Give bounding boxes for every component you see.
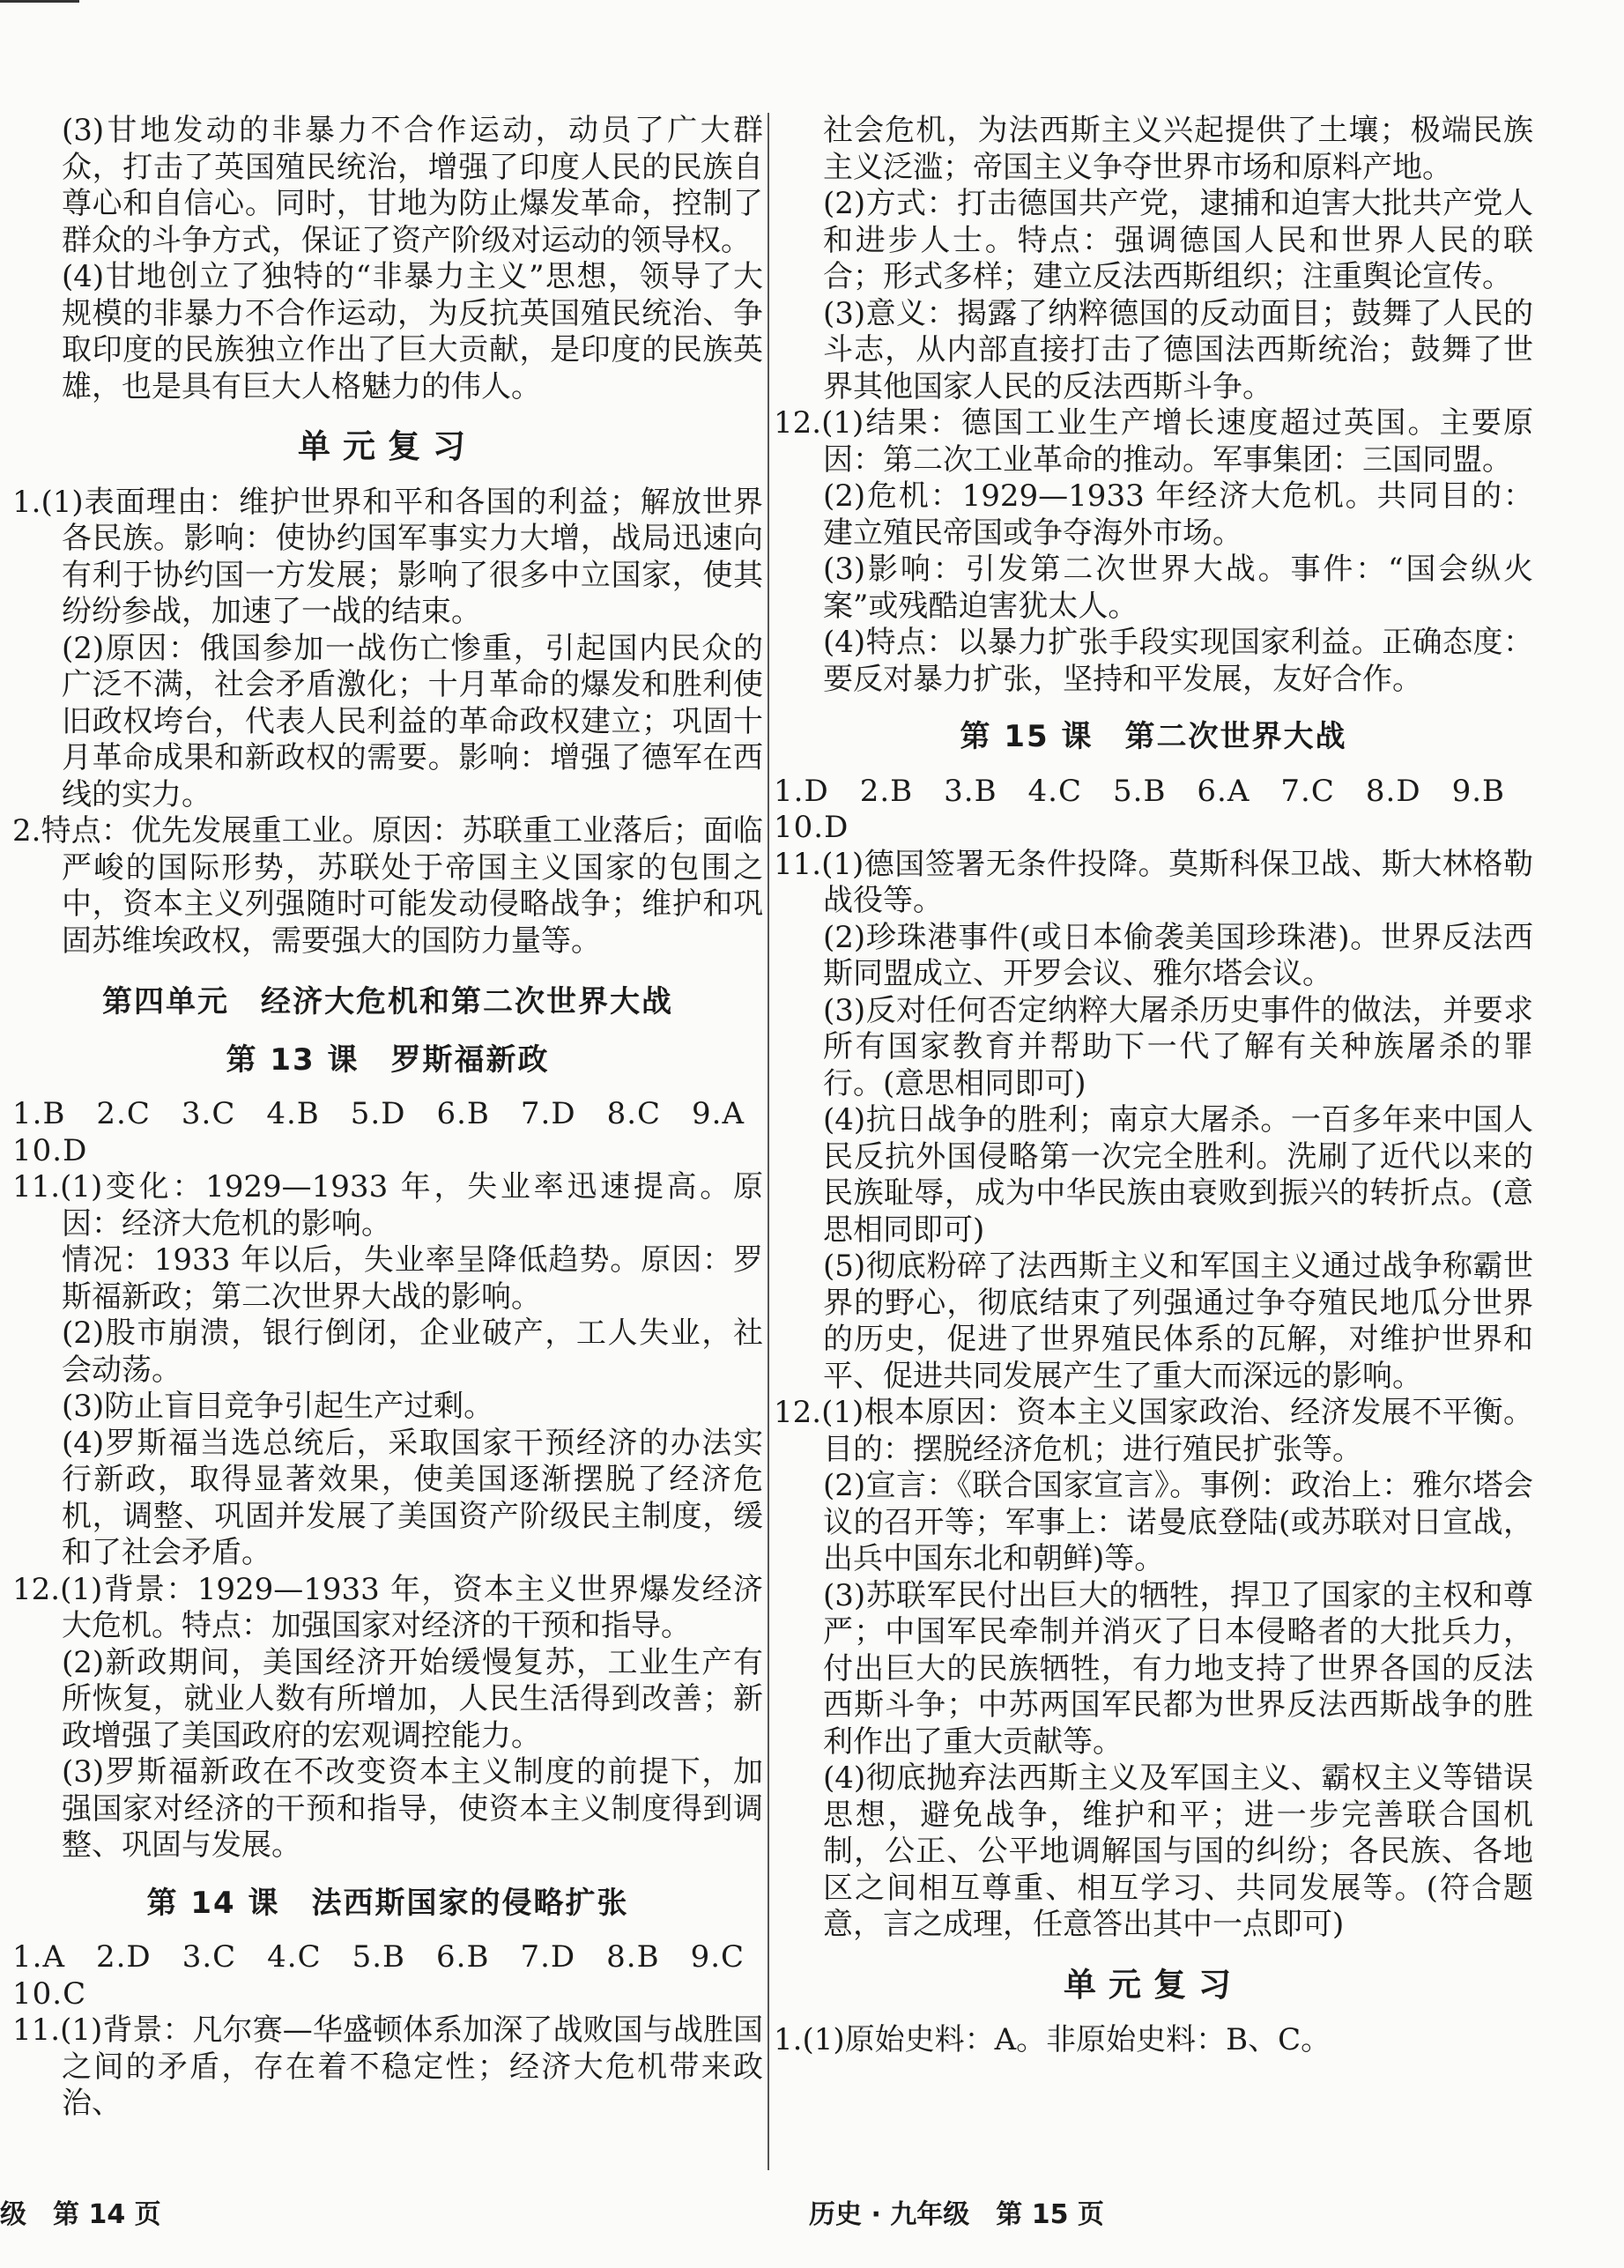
answer-paragraph: 12.(1)背景：1929—1933 年，资本主义世界爆发经济大危机。特点：加强国家对经济的干预和指导。 xyxy=(12,1571,763,1643)
lesson-14-heading: 第 14 课 法西斯国家的侵略扩张 xyxy=(146,1885,629,1921)
unit-four-heading: 第四单元 经济大危机和第二次世界大战 xyxy=(102,984,673,1019)
answer-paragraph: (4)抗日战争的胜利；南京大屠杀。一百多年来中国人民反抗外国侵略第一次完全胜利。洗刷了近代以来的民族耻辱，成为中华民族由衰败到振兴的转折点。(意思相同即可) xyxy=(823,1102,1533,1248)
answer-paragraph: 12.(1)根本原因：资本主义国家政治、经济发展不平衡。目的：摆脱经济危机；进行殖民扩张等。 xyxy=(774,1395,1533,1467)
top-rule xyxy=(0,0,79,3)
answer-paragraph: (3)意义：揭露了纳粹德国的反动面目；鼓舞了人民的斗志，从内部直接打击了德国法西斯统治；鼓舞了世界其他国家人民的反法西斯斗争。 xyxy=(823,295,1533,404)
choice-answers: 1.B 2.C 3.C 4.B 5.D 6.B 7.D 8.C 9.A xyxy=(12,1096,745,1131)
answer-paragraph: (4)彻底抛弃法西斯主义及军国主义、霸权主义等错误思想，避免战争，维护和平；进一步完善联合国机制，公正、公平地调解国与国的纠纷；各民族、各地区之间相互尊重、相互学习、共同发展等。(符合题意，言之成理，任意答出其中一点即可) xyxy=(823,1760,1533,1942)
answer-paragraph: 1.(1)表面理由：维护世界和平和各国的利益；解放世界各民族。影响：使协约国军事实力大增，战局迅速向有利于协约国一方发展；影响了很多中立国家，使其纷纷参战，加速了一战的结束。 xyxy=(12,484,763,629)
choice-answers: 1.A 2.D 3.C 4.C 5.B 6.B 7.D 8.B 9.C xyxy=(12,1939,745,1975)
answer-paragraph: (2)股市崩溃，银行倒闭，企业破产，工人失业，社会动荡。 xyxy=(62,1316,763,1388)
answer-paragraph: (3)影响：引发第二次世界大战。事件：“国会纵火案”或残酷迫害犹太人。 xyxy=(823,552,1533,624)
column-divider xyxy=(768,113,769,2170)
answer-paragraph: (2)原因：俄国参加一战伤亡惨重，引起国内民众的广泛不满，社会矛盾激化；十月革命的爆发和胜利使旧政权垮台，代表人民利益的革命政权建立；巩固十月革命成果和新政权的需要。影响：增强了德军在西线的实力。 xyxy=(62,630,763,812)
answer-paragraph: (3)反对任何否定纳粹大屠杀历史事件的做法，并要求所有国家教育并帮助下一代了解有关种族屠杀的罪行。(意思相同即可) xyxy=(823,992,1533,1101)
answer-paragraph: (3)罗斯福新政在不改变资本主义制度的前提下，加强国家对经济的干预和指导，使资本主义制度得到调整、巩固与发展。 xyxy=(62,1754,763,1863)
answer-paragraph: (2)宣言：《联合国家宣言》。事例：政治上：雅尔塔会议的召开等；军事上：诺曼底登陆(或苏联对日宣战，出兵中国东北和朝鲜)等。 xyxy=(823,1468,1533,1576)
choice-answers: 10.D xyxy=(12,1132,88,1168)
page-footer-right: 历史 · 九年级 第 15 页 xyxy=(809,2199,1104,2230)
answer-paragraph: 11.(1)德国签署无条件投降。莫斯科保卫战、斯大林格勒战役等。 xyxy=(774,846,1533,918)
answer-paragraph: 11.(1)变化：1929—1933 年，失业率迅速提高。原因：经济大危机的影响。 xyxy=(12,1169,763,1241)
answer-paragraph: (3)防止盲目竞争引起生产过剩。 xyxy=(62,1389,494,1424)
answer-paragraph: 12.(1)结果：德国工业生产增长速度超过英国。主要原因：第二次工业革命的推动。军事集团：三国同盟。 xyxy=(774,405,1533,478)
answer-paragraph: 社会危机，为法西斯主义兴起提供了土壤；极端民族主义泛滥；帝国主义争夺世界市场和原料产地。 xyxy=(823,113,1533,185)
answer-paragraph: 1.(1)原始史料：A。非原始史料：B、C。 xyxy=(774,2022,1331,2057)
answer-paragraph: (5)彻底粉碎了法西斯主义和军国主义通过战争称霸世界的野心，彻底结束了列强通过争夺殖民地瓜分世界的历史，促进了世界殖民体系的瓦解，对维护世界和平、促进共同发展产生了重大而深远的影响。 xyxy=(823,1249,1533,1394)
answer-paragraph: (2)方式：打击德国共产党，逮捕和迫害大批共产党人和进步人士。特点：强调德国人民和世界人民的联合；形式多样；建立反法西斯组织；注重舆论宣传。 xyxy=(823,186,1533,294)
choice-answers: 1.D 2.B 3.B 4.C 5.B 6.A 7.C 8.D 9.B xyxy=(774,773,1505,809)
left-column xyxy=(12,113,763,2123)
choice-answers: 10.D xyxy=(774,810,849,845)
answer-paragraph: (4)罗斯福当选总统后，采取国家干预经济的办法实行新政，取得显著效果，使美国逐渐摆脱了经济危机，调整、巩固并发展了美国资产阶级民主制度，缓和了社会矛盾。 xyxy=(62,1425,763,1570)
answer-paragraph: (3)苏联军民付出巨大的牺牲，捍卫了国家的主权和尊严；中国军民牵制并消灭了日本侵略者的大批兵力，付出巨大的民族牺牲，有力地支持了世界各国的反法西斯斗争；中苏两国军民都为世界反法西斯战争的胜利作出了重大贡献等。 xyxy=(823,1577,1533,1760)
lesson-15-heading: 第 15 课 第二次世界大战 xyxy=(960,719,1347,754)
answer-paragraph: (2)危机：1929—1933 年经济大危机。共同目的：建立殖民帝国或争夺海外市场。 xyxy=(823,478,1533,551)
lesson-13-heading: 第 13 课 罗斯福新政 xyxy=(226,1041,550,1078)
answer-paragraph: (2)新政期间，美国经济开始缓慢复苏，工业生产有所恢复，就业人数有所增加，人民生活得到改善；新政增强了美国政府的宏观调控能力。 xyxy=(62,1644,763,1753)
unit-review-heading: 单元复习 xyxy=(1064,1965,1243,2004)
answer-paragraph: (4)特点：以暴力扩张手段实现国家利益。正确态度：要反对暴力扩张，坚持和平发展，友好合作。 xyxy=(823,625,1533,697)
answer-paragraph: 情况：1933 年以后，失业率呈降低趋势。原因：罗斯福新政；第二次世界大战的影响。 xyxy=(62,1242,763,1315)
right-column xyxy=(774,113,1533,2059)
answer-paragraph: 11.(1)背景：凡尔赛—华盛顿体系加深了战败国与战胜国之间的矛盾，存在着不稳定性；经济大危机带来政治、 xyxy=(12,2012,763,2121)
unit-review-heading: 单元复习 xyxy=(298,427,478,465)
choice-answers: 10.C xyxy=(12,1975,87,2012)
answer-paragraph: 2.特点：优先发展重工业。原因：苏联重工业落后；面临严峻的国际形势，苏联处于帝国主义国家的包围之中，资本主义列强随时可能发动侵略战争；维护和巩固苏维埃政权，需要强大的国防力量等。 xyxy=(12,813,763,959)
answer-paragraph: (2)珍珠港事件(或日本偷袭美国珍珠港)。世界反法西斯同盟成立、开罗会议、雅尔塔会议。 xyxy=(823,919,1533,991)
page-footer-left: 级 第 14 页 xyxy=(0,2199,161,2230)
answer-paragraph: (4)甘地创立了独特的“非暴力主义”思想，领导了大规模的非暴力不合作运动，为反抗英国殖民统治、争取印度的民族独立作出了巨大贡献，是印度的民族英雄，也是具有巨大人格魅力的伟人。 xyxy=(62,259,763,404)
answer-paragraph: (3)甘地发动的非暴力不合作运动，动员了广大群众，打击了英国殖民统治，增强了印度人民的民族自尊心和自信心。同时，甘地为防止爆发革命，控制了群众的斗争方式，保证了资产阶级对运动的领导权。 xyxy=(62,113,763,258)
